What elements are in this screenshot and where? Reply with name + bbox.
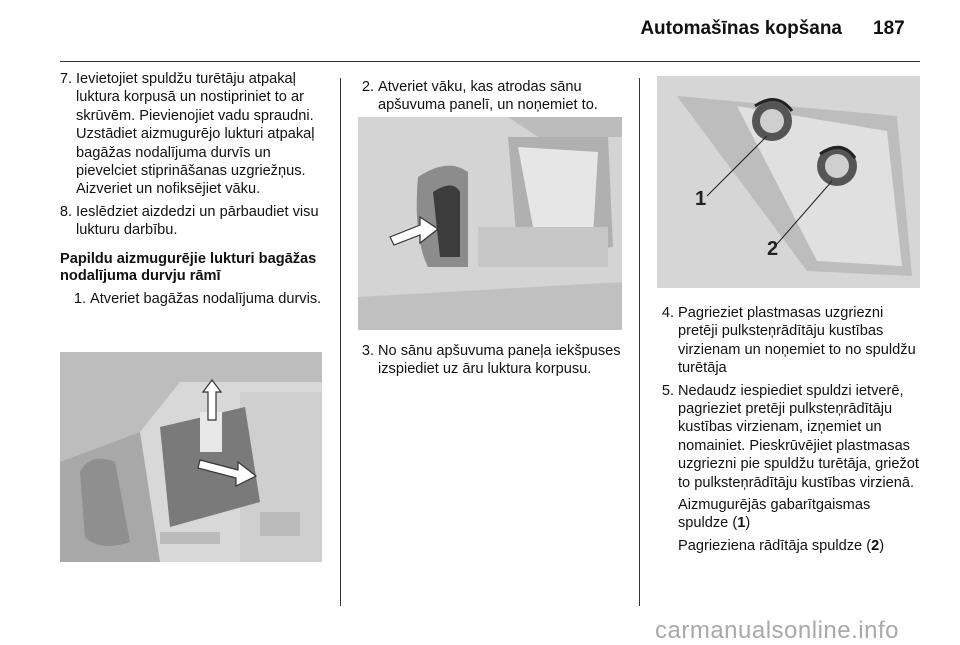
step-number: 4. [661, 305, 674, 321]
note-position-lamp [652, 496, 924, 533]
step-text: Atveriet bagāžas nodalījuma durvis. [90, 290, 322, 307]
header-divider [60, 61, 920, 62]
note-text: Aizmugurējās gabarītgaismas spuldze ( [678, 497, 871, 532]
step-number: 5. [661, 382, 674, 399]
note-ref: 2 [871, 537, 880, 554]
column-divider [340, 78, 341, 606]
section-heading: Papildu aizmugurējie lukturi bagāžas nodalījuma durvju rāmī [60, 250, 317, 285]
step-item [652, 304, 924, 378]
step-item [652, 382, 924, 492]
column-3 [652, 304, 924, 555]
step-number: 1. [73, 290, 86, 307]
column-2-lower [352, 342, 632, 383]
step-item [50, 70, 330, 199]
step-item [352, 342, 632, 379]
step-text: Atveriet vāku, kas atrodas sānu apšuvuma panelī, un noņemiet to. [378, 79, 598, 114]
step-item [352, 78, 632, 115]
illustration-side-trim-panel [358, 117, 622, 330]
callout-2-label: 2 [767, 238, 779, 260]
step-text: Ieslēdziet aizdedzi un pārbaudiet visu lukturu darbību. [76, 203, 319, 239]
step-text: Ievietojiet spuldžu turētāju atpakaļ luktura korpusā un nostipriniet to ar skrūvēm. Pievienojiet vadu spraudni. Uzstādiet aizmugurējo lukturi atpakaļ bagāžas nodalījuma durvīs un pievelciet stiprināšanas uzgriežņus. Aizveriet un nofiksējiet vāku. [76, 71, 315, 198]
step-number: 8. [59, 203, 72, 220]
illustration-trunk-door-panel [60, 352, 322, 562]
step-text: Nedaudz iespiediet spuldzi ietverē, pagrieziet pretēji pulksteņrādītāju kustības virzienam, izņemiet un nomainiet. Pieskrūvējiet plastmasas uzgriezni pie spuldžu turētāja, griežot to pulksteņrādītāju kustības virzienā. [678, 382, 919, 491]
step-item [50, 290, 330, 308]
note-ref: 1 [737, 515, 746, 532]
column-divider [639, 78, 640, 606]
callout-1-label: 1 [695, 188, 707, 210]
illustration-bulb-holder [657, 76, 920, 288]
step-number: 3. [361, 343, 374, 359]
step-text: Pagrieziet plastmasas uzgriezni pretēji pulksteņrādītāju kustības virzienam un noņemiet to no spuldžu turētāja [678, 305, 916, 377]
step-item [50, 203, 330, 240]
chapter-title: Automašīnas kopšana [640, 18, 842, 39]
note-turn-signal [652, 537, 924, 555]
step-number: 2. [361, 79, 374, 95]
page-number: 187 [873, 18, 905, 39]
note-end: ) [879, 537, 885, 554]
note-text: Pagrieziena rādītāja spuldze ( [678, 537, 872, 554]
footer-watermark: carmanualsonline.info [655, 617, 899, 644]
step-number: 7. [59, 71, 72, 87]
step-text: No sānu apšuvuma paneļa iekšpuses izspiediet uz āru luktura korpusu. [378, 343, 621, 378]
column-2 [352, 78, 632, 119]
note-end: ) [745, 515, 751, 532]
column-1 [50, 70, 330, 308]
